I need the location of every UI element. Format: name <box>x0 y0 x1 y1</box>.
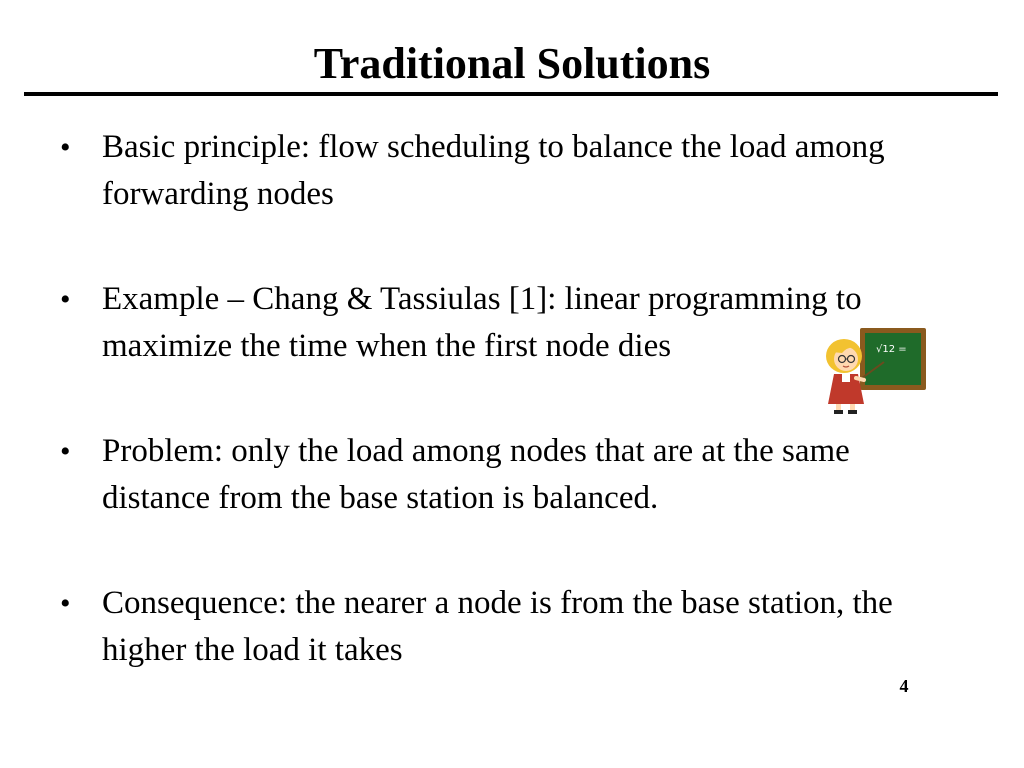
bullet-text: Consequence: the nearer a node is from the base station, the higher the load it takes <box>102 585 893 668</box>
title-underline <box>24 92 998 96</box>
bullet-text: Basic principle: flow scheduling to balance the load among forwarding nodes <box>102 129 885 212</box>
chalkboard <box>865 333 921 385</box>
teacher-at-chalkboard-icon <box>820 326 928 414</box>
teacher-arm <box>856 378 864 380</box>
bullet-text: Problem: only the load among nodes that are at the same distance from the base station is balanced. <box>102 433 850 516</box>
bullet-item <box>0 428 952 522</box>
bullet-icon: • <box>60 435 71 468</box>
teacher-shoe-left <box>834 410 843 414</box>
page-number: 4 <box>899 676 909 696</box>
bullet-item <box>0 276 952 370</box>
board-text: √12 = <box>876 344 907 355</box>
bullet-text: Example – Chang & Tassiulas [1]: linear programming to maximize the time when the first node dies <box>102 281 862 364</box>
bullet-icon: • <box>60 283 71 316</box>
bullet-icon: • <box>60 587 71 620</box>
bullet-list <box>0 124 1024 732</box>
bullet-item <box>0 124 952 218</box>
slide-title: Traditional Solutions <box>313 39 711 88</box>
teacher-collar <box>842 374 850 382</box>
teacher-shoe-right <box>848 410 857 414</box>
bullet-icon: • <box>60 131 71 164</box>
bullet-item <box>0 580 952 674</box>
